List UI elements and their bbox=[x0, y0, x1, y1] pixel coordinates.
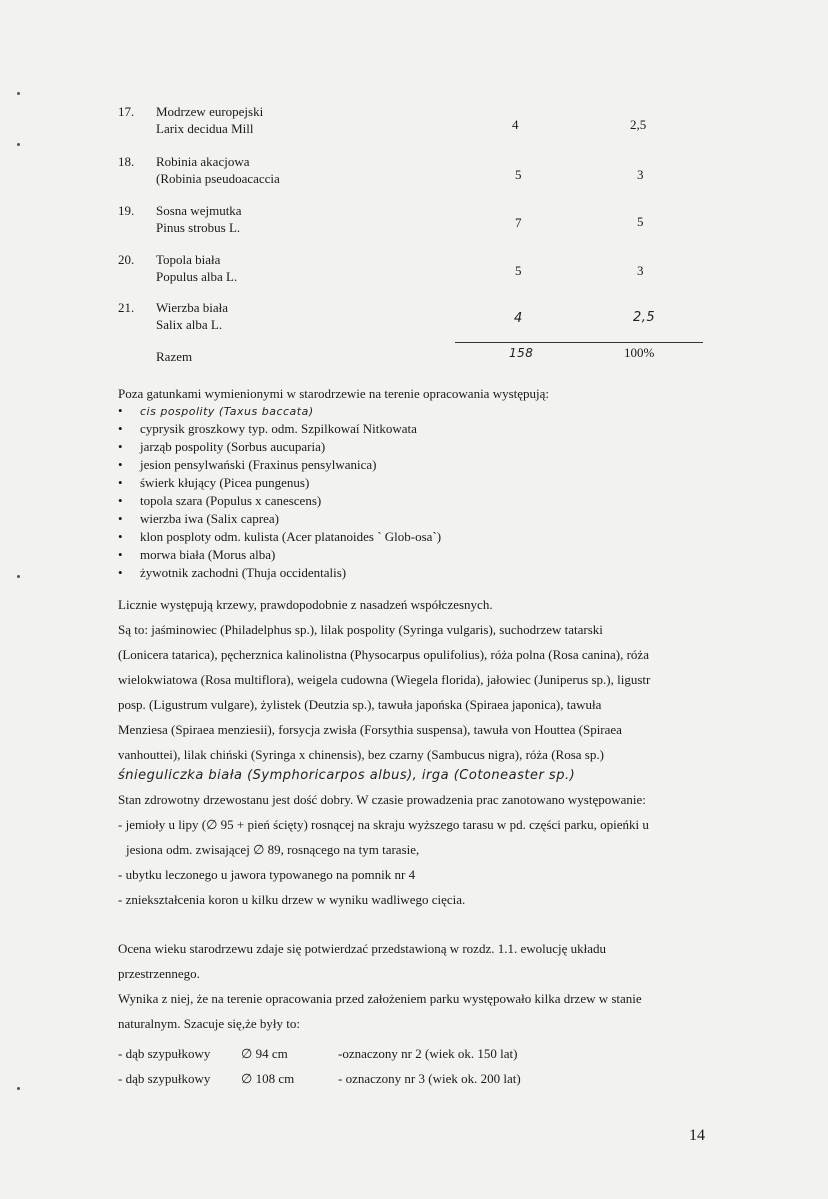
species-name-pl: Topola biała bbox=[156, 252, 221, 267]
list-item: • cyprysik groszkowy typ. odm. Szpilkowaí Nitkowata bbox=[118, 421, 417, 436]
species-name-pl: Sosna wejmutka bbox=[156, 203, 242, 218]
species-name bbox=[156, 299, 228, 333]
paragraph-line: przestrzennego. bbox=[118, 966, 200, 981]
list-item: • jesion pensylwański (Fraxinus pensylwanica) bbox=[118, 457, 377, 472]
list-item-text: świerk kłujący (Picea pungenus) bbox=[140, 475, 310, 490]
shrubs-paragraph bbox=[118, 592, 650, 789]
species-name bbox=[156, 202, 242, 236]
species-count: 4 bbox=[512, 117, 519, 132]
species-name bbox=[156, 103, 263, 137]
page-number: 14 bbox=[689, 1127, 705, 1144]
species-count: 4 bbox=[514, 311, 523, 326]
row-number: 19. bbox=[118, 203, 135, 218]
list-item-text: topola szara (Populus x canescens) bbox=[140, 493, 322, 508]
species-name-pl: Modrzew europejski bbox=[156, 104, 264, 119]
list-item: • klon posploty odm. kulista (Acer platanoides ` Glob-osa`) bbox=[118, 529, 442, 544]
species-percent: 2,5 bbox=[630, 117, 647, 132]
total-count: 158 bbox=[509, 346, 534, 360]
row-number: 17. bbox=[118, 104, 135, 119]
total-divider bbox=[455, 342, 703, 343]
paragraph-line: - jemioły u lipy (∅ 95 + pień ścięty) rosnącej na skraju wyższego tarasu w pd. części parku, opieńki u bbox=[118, 817, 649, 832]
total-percent: 100% bbox=[624, 345, 655, 360]
species-count: 5 bbox=[515, 263, 522, 278]
species-name-lat: Populus alba L. bbox=[156, 269, 238, 284]
list-item-text: cyprysik groszkowy typ. odm. Szpilkowaí Nitkowata bbox=[140, 421, 417, 436]
paragraph-line: jesiona odm. zwisającej ∅ 89, rosnącego na tym tarasie, bbox=[126, 842, 420, 857]
paragraph-line: - zniekształcenia koron u kilku drzew w wyniku wadliwego cięcia. bbox=[118, 892, 466, 907]
margin-speck bbox=[17, 143, 20, 146]
paragraph-line-handwritten: śnieguliczka biała (Symphoricarpos albus), irga (Cotoneaster sp.) bbox=[118, 768, 576, 783]
oak-note: -oznaczony nr 2 (wiek ok. 150 lat) bbox=[338, 1046, 518, 1061]
oak-name: - dąb szypułkowy bbox=[118, 1046, 211, 1061]
species-name-lat: Pinus strobus L. bbox=[156, 220, 241, 235]
species-percent: 3 bbox=[637, 263, 644, 278]
paragraph-line: wielokwiatowa (Rosa multiflora), weigela cudowna (Wiegela florida), jałowiec (Juniperus sp.), ligustr bbox=[118, 672, 651, 687]
species-name-pl: Robinia akacjowa bbox=[156, 154, 250, 169]
species-name-lat: Larix decidua Mill bbox=[156, 121, 254, 136]
list-item-text: jarząb pospolity (Sorbus aucuparia) bbox=[140, 439, 326, 454]
oak-name: - dąb szypułkowy bbox=[118, 1071, 211, 1086]
other-species-list bbox=[118, 402, 441, 582]
paragraph-line: naturalnym. Szacuje się,że były to: bbox=[118, 1016, 300, 1031]
species-name bbox=[156, 153, 280, 187]
total-label: Razem bbox=[156, 349, 193, 364]
oak-diameter: ∅ 94 cm bbox=[241, 1046, 288, 1061]
paragraph-line: (Lonicera tatarica), pęcherznica kalinolistna (Physocarpus opulifolius), róża polna (Rosa canina), róża bbox=[118, 647, 649, 662]
paragraph-line: Wynika z niej, że na terenie opracowania przed założeniem parku występowało kilka drzew w stanie bbox=[118, 991, 642, 1006]
species-percent: 2,5 bbox=[633, 310, 656, 325]
species-percent: 3 bbox=[637, 167, 644, 182]
margin-speck bbox=[17, 1087, 20, 1090]
list-item: • cis pospolity (Taxus baccata) bbox=[118, 403, 314, 418]
list-item-text: morwa biała (Morus alba) bbox=[140, 547, 276, 562]
list-item: • topola szara (Populus x canescens) bbox=[118, 493, 322, 508]
list-item: • wierzba iwa (Salix caprea) bbox=[118, 511, 279, 526]
paragraph-line: Stan zdrowotny drzewostanu jest dość dobry. W czasie prowadzenia prac zanotowano występowanie: bbox=[118, 792, 646, 807]
oak-note: - oznaczony nr 3 (wiek ok. 200 lat) bbox=[338, 1071, 521, 1086]
list-item-text: jesion pensylwański (Fraxinus pensylwanica) bbox=[140, 457, 377, 472]
health-paragraph bbox=[118, 787, 649, 912]
list-item-text: żywotnik zachodni (Thuja occidentalis) bbox=[140, 565, 347, 580]
list-item: • żywotnik zachodni (Thuja occidentalis) bbox=[118, 565, 347, 580]
margin-speck bbox=[17, 575, 20, 578]
species-name bbox=[156, 251, 237, 285]
paragraph-line: Menziesa (Spiraea menziesii), forsycja zwisła (Forsythia suspensa), tawuła von Houttea (Spiraea bbox=[118, 722, 622, 737]
paragraph-line: Licznie występują krzewy, prawdopodobnie z nasadzeń współczesnych. bbox=[118, 597, 493, 612]
oak-diameter: ∅ 108 cm bbox=[241, 1071, 295, 1086]
list-item-text: wierzba iwa (Salix caprea) bbox=[140, 511, 279, 526]
paragraph-line: posp. (Ligustrum vulgare), żylistek (Deutzia sp.), tawuła japońska (Spiraea japonica), tawuła bbox=[118, 697, 602, 712]
species-percent: 5 bbox=[637, 214, 644, 229]
species-name-lat: (Robinia pseudoacaccia bbox=[156, 171, 280, 186]
age-paragraph bbox=[118, 936, 642, 1036]
paragraph-line: vanhouttei), lilak chiński (Syringa x chinensis), bez czarny (Sambucus nigra), róża (Rosa sp.) bbox=[118, 747, 604, 762]
species-count: 7 bbox=[515, 215, 522, 230]
list-item: • świerk kłujący (Picea pungenus) bbox=[118, 475, 310, 490]
species-count: 5 bbox=[515, 167, 522, 182]
row-number: 18. bbox=[118, 154, 135, 169]
list-item-text: cis pospolity (Taxus baccata) bbox=[140, 405, 314, 418]
row-number: 20. bbox=[118, 252, 135, 267]
list-item: • jarząb pospolity (Sorbus aucuparia) bbox=[118, 439, 326, 454]
list-item-text: klon posploty odm. kulista (Acer platanoides ` Glob-osa`) bbox=[140, 529, 442, 544]
species-name-pl: Wierzba biała bbox=[156, 300, 229, 315]
list-item: • morwa biała (Morus alba) bbox=[118, 547, 276, 562]
other-species-intro: Poza gatunkami wymienionymi w starodrzewie na terenie opracowania występują: bbox=[118, 386, 550, 401]
paragraph-line: Ocena wieku starodrzewu zdaje się potwierdzać przedstawioną w rozdz. 1.1. ewolucję układu bbox=[118, 941, 607, 956]
species-name-lat: Salix alba L. bbox=[156, 317, 223, 332]
paragraph-line: - ubytku leczonego u jawora typowanego na pomnik nr 4 bbox=[118, 867, 416, 882]
row-number: 21. bbox=[118, 300, 135, 315]
paragraph-line: Są to: jaśminowiec (Philadelphus sp.), lilak pospolity (Syringa vulgaris), suchodrzew tatarski bbox=[118, 622, 603, 637]
margin-speck bbox=[17, 92, 20, 95]
